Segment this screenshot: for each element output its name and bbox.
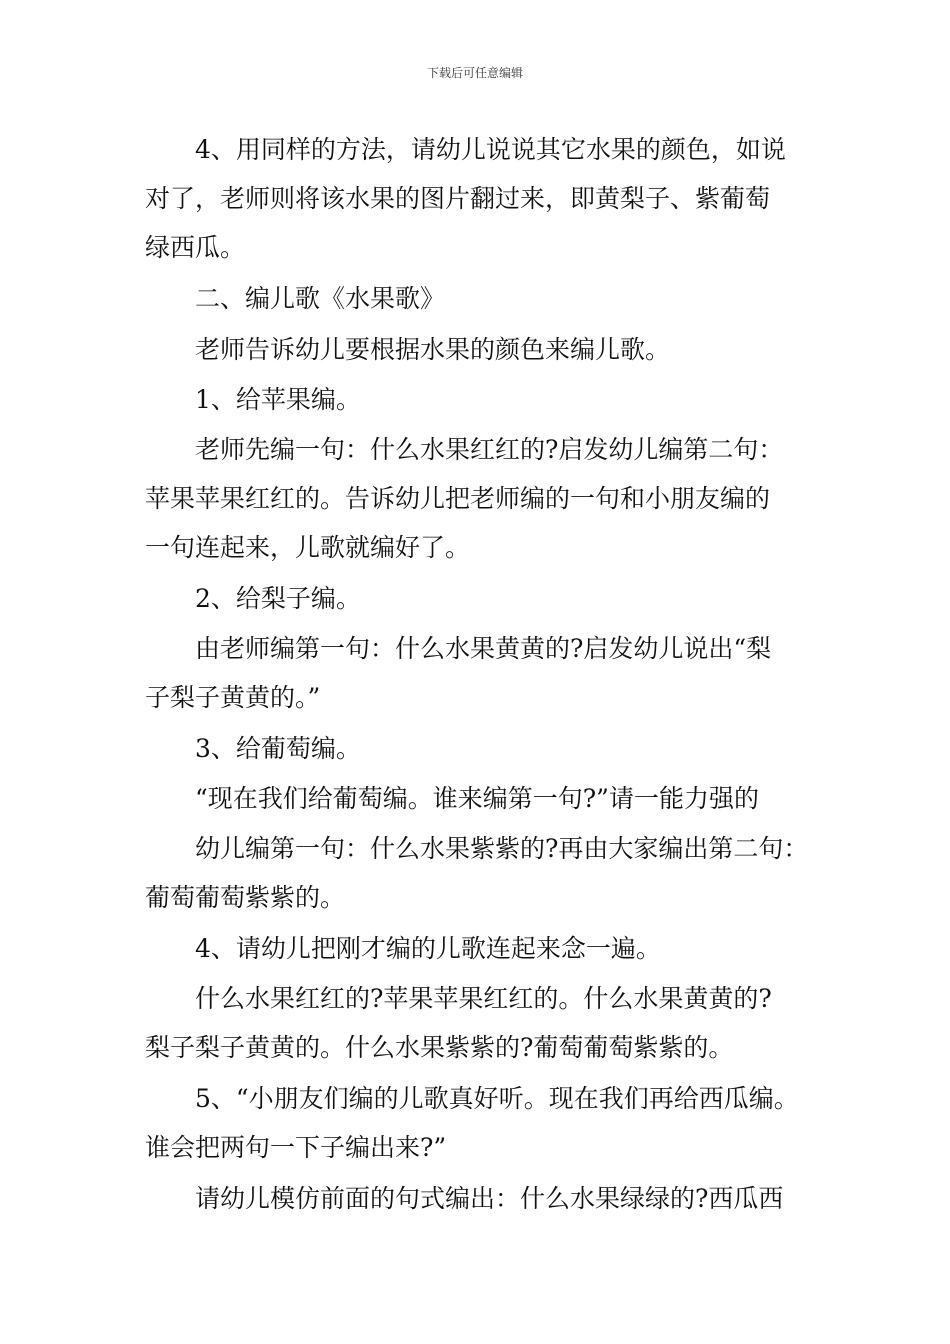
text-line: 什么水果红红的?苹果苹果红红的。什么水果黄黄的? <box>195 984 772 1013</box>
text-line: 绿西瓜。 <box>145 233 246 262</box>
page-header: 下载后可任意编辑 <box>426 66 523 80</box>
text-line: 老师告诉幼儿要根据水果的颜色来编儿歌。 <box>195 335 671 364</box>
section-heading: 二、编儿歌《水果歌》 <box>195 284 446 313</box>
text-line: 老师先编一句：什么水果红红的?启发幼儿编第二句： <box>195 435 784 464</box>
text-line: 由老师编第一句：什么水果黄黄的?启发幼儿说出“梨 <box>195 634 772 663</box>
text-line: 5、“小朋友们编的儿歌真好听。现在我们再给西瓜编。 <box>195 1084 799 1113</box>
text-line: 2、给梨子编。 <box>195 584 361 613</box>
text-line: 请幼儿模仿前面的句式编出：什么水果绿绿的?西瓜西 <box>195 1184 784 1213</box>
text-line: 3、给葡萄编。 <box>195 734 361 763</box>
text-line: 1、给苹果编。 <box>195 385 361 414</box>
text-line: 梨子梨子黄黄的。什么水果紫紫的?葡萄葡萄紫紫的。 <box>145 1033 734 1062</box>
text-line: 子梨子黄黄的。” <box>145 683 321 712</box>
text-line: 幼儿编第一句：什么水果紫紫的?再由大家编出第二句： <box>195 834 809 863</box>
text-line: “现在我们给葡萄编。谁来编第一句?”请一能力强的 <box>195 784 759 813</box>
text-line: 4、用同样的方法，请幼儿说说其它水果的颜色，如说 <box>195 135 786 164</box>
text-line: 一句连起来，儿歌就编好了。 <box>145 533 471 562</box>
text-line: 谁会把两句一下子编出来?” <box>145 1133 447 1162</box>
text-line: 4、请幼儿把刚才编的儿歌连起来念一遍。 <box>195 934 661 963</box>
text-line: 葡萄葡萄紫紫的。 <box>145 883 346 912</box>
text-line: 苹果苹果红红的。告诉幼儿把老师编的一句和小朋友编的 <box>145 484 771 513</box>
text-line: 对了，老师则将该水果的图片翻过来，即黄梨子、紫葡萄 <box>145 184 771 213</box>
